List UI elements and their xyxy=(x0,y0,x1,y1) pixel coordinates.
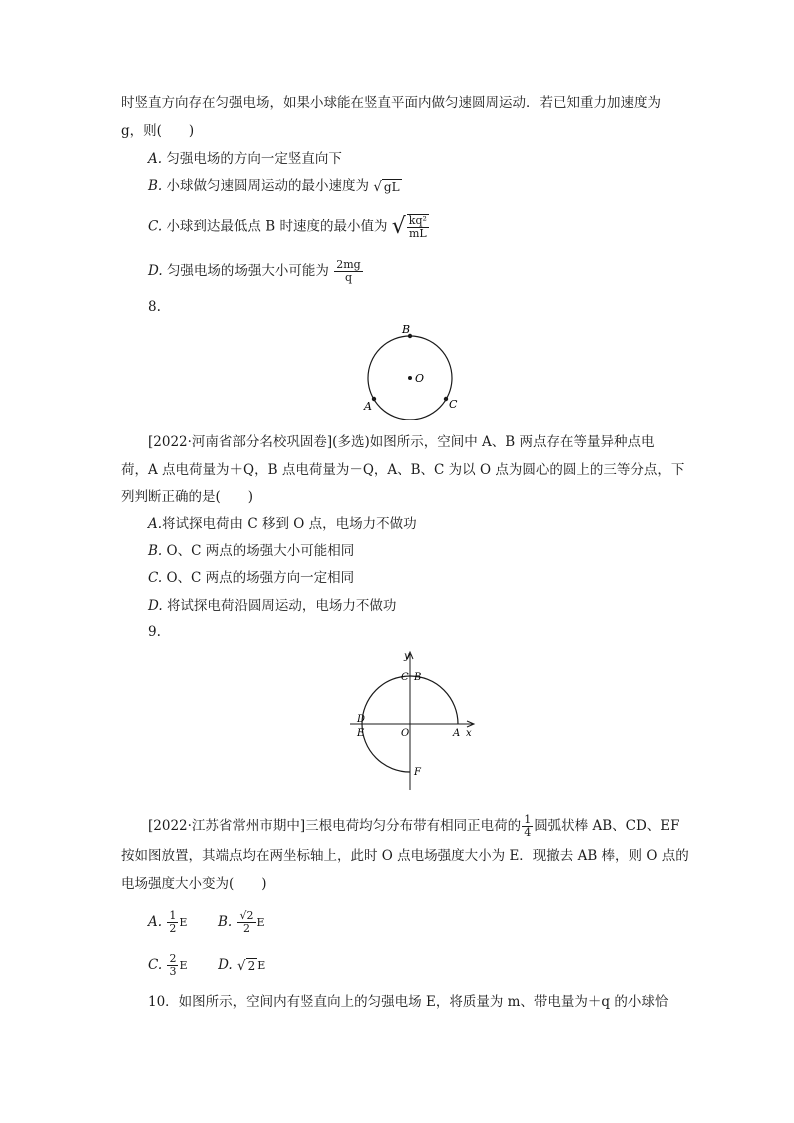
q8-line3: 列判断正确的是( ) xyxy=(121,489,254,505)
option-label: A. xyxy=(148,151,163,167)
sqrt-expression: √ 2 xyxy=(237,957,256,974)
label-y: y xyxy=(404,651,410,662)
q7-option-a xyxy=(148,150,342,168)
q9-options-cd: C. $\frac{2}{3}$ E D. √ 2 E xyxy=(148,952,266,978)
q10-line1: 10．如图所示，空间内有竖直向上的匀强电场 E，将质量为 m、带电量为＋q 的小球恰 xyxy=(148,994,669,1010)
option-label: C. xyxy=(148,218,163,235)
q8-line1: [2022·河南省部分名校巩固卷](多选)如图所示，空间中 A、B 两点存在等量异种点电 xyxy=(148,434,655,450)
q8-option-d xyxy=(148,597,396,615)
q8-circle-figure xyxy=(355,320,475,420)
q9-line1-part2: 圆弧状棒 AB、CD、EF xyxy=(534,818,680,834)
label-a: A xyxy=(364,400,372,413)
fraction: $\frac{1}{2}$ xyxy=(169,909,177,935)
q9-line3: 电场强度大小变为( ) xyxy=(121,876,267,892)
point-a xyxy=(372,397,376,401)
option-label: C. xyxy=(148,957,163,973)
arc-cd xyxy=(362,676,410,724)
label-c: C xyxy=(449,398,458,411)
q7-option-d xyxy=(148,259,364,284)
label-c: C xyxy=(401,672,409,683)
label-f: F xyxy=(414,767,421,778)
option-text: O、C 两点的场强大小可能相同 xyxy=(166,543,355,559)
q8-option-a xyxy=(148,515,417,533)
option-label: D. xyxy=(148,598,163,614)
q9-line1 xyxy=(148,814,680,839)
arc-ab xyxy=(410,676,458,724)
q7-option-b xyxy=(148,177,402,196)
q9-line1-part1: [2022·江苏省常州市期中]三根电荷均匀分布带有相同正电荷的 xyxy=(148,818,522,834)
label-a: A xyxy=(453,728,461,739)
label-b: B xyxy=(402,323,411,336)
label-e: E xyxy=(357,728,365,739)
fraction-quarter: $\frac{1}{4}$ xyxy=(524,813,532,839)
option-text: 小球到达最低点 B 时速度的最小值为 xyxy=(166,218,388,235)
option-label: A. xyxy=(148,516,163,532)
q9-arc-figure xyxy=(345,648,485,793)
point-c xyxy=(444,397,448,401)
option-text: O、C 两点的场强方向一定相同 xyxy=(166,570,355,586)
option-label: C. xyxy=(148,570,163,586)
label-o: O xyxy=(415,372,425,385)
option-label: A. xyxy=(148,914,163,930)
point-o xyxy=(408,376,412,380)
label-o: O xyxy=(401,728,410,739)
q9-line2: 按如图放置，其端点均在两坐标轴上，此时 O 点电场强度大小为 E．现撤去 AB 棒，则 O 点的 xyxy=(121,848,689,864)
option-label: D. xyxy=(148,263,163,279)
q8-option-b xyxy=(148,542,354,560)
option-label: B. xyxy=(217,914,233,930)
option-text: 小球做匀速圆周运动的最小速度为 xyxy=(166,178,370,194)
label-x: x xyxy=(466,728,472,739)
option-text: 将试探电荷由 C 移到 O 点，电场力不做功 xyxy=(162,516,417,532)
option-text: 将试探电荷沿圆周运动，电场力不做功 xyxy=(166,598,397,614)
label-d: D xyxy=(357,714,366,725)
q9-options-ab: A. $\frac{1}{2}$ E B. $\frac{√2}{2}$ E xyxy=(148,909,265,935)
label-b: B xyxy=(414,672,422,683)
sqrt-expression: √ gL xyxy=(373,178,400,195)
option-text: 匀强电场的方向一定竖直向下 xyxy=(166,151,342,167)
fraction: $\frac{2}{3}$ xyxy=(169,952,177,978)
q7-line2: g，则( ) xyxy=(121,123,195,139)
option-label: B. xyxy=(148,178,163,194)
option-label: B. xyxy=(148,543,163,559)
q9-number: 9. xyxy=(148,624,161,640)
q7-line1: 时竖直方向存在匀强电场，如果小球能在竖直平面内做匀速圆周运动．若已知重力加速度为 xyxy=(121,95,661,111)
q8-option-c xyxy=(148,569,354,587)
option-label: D. xyxy=(218,957,233,973)
option-text: 匀强电场的场强大小可能为 xyxy=(166,263,329,279)
fraction: $\frac{2mg}{q}$ xyxy=(336,258,361,284)
q7-option-c xyxy=(148,214,430,240)
sqrt-fraction: √ $\frac{\text{kq²}}{mL}$ xyxy=(391,214,427,240)
q8-number: 8. xyxy=(148,299,161,315)
q8-line2: 荷，A 点电荷量为＋Q，B 点电荷量为－Q，A、B、C 为以 O 点为圆心的圆上的三等分点，下 xyxy=(121,462,685,478)
fraction: $\frac{√2}{2}$ xyxy=(239,909,254,935)
